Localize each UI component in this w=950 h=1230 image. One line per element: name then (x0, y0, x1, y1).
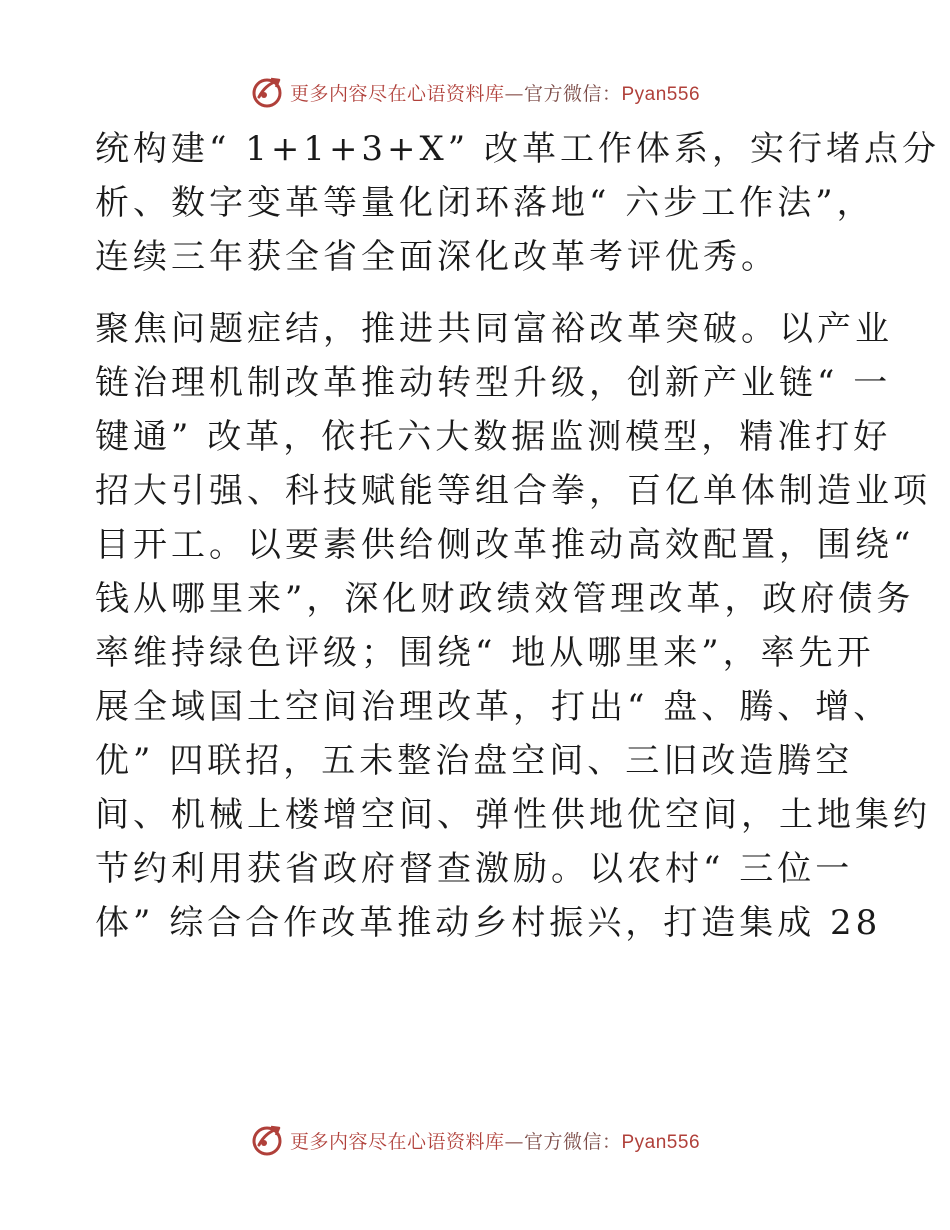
watermark-wechat-id: Pyan556 (621, 1131, 701, 1153)
text-line: 率维持绿色评级；围绕“ 地从哪里来”，率先开 (95, 633, 875, 673)
text-line: 间、机械上楼增空间、弹性供地优空间，土地集约 (95, 795, 931, 835)
footer-watermark (0, 1120, 950, 1160)
brand-logo-icon (250, 75, 284, 109)
watermark-lead: 更多内容尽在心语资料库 (289, 1130, 505, 1153)
text-line: 键通” 改革，依托六大数据监测模型，精准打好 (95, 417, 892, 457)
text-line: 链治理机制改革推动转型升级，创新产业链“ 一 (95, 363, 892, 403)
text-line: 统构建“ 1+1+3+X” 改革工作体系，实行堵点分 (95, 129, 940, 169)
paragraph-2 (95, 302, 931, 950)
watermark-text (290, 79, 700, 106)
watermark-wechat-label: 官方微信： (523, 1130, 622, 1153)
paragraph-1 (95, 122, 940, 284)
watermark-dash: — (504, 82, 524, 105)
brand-logo-icon (250, 1123, 284, 1157)
document-body (95, 122, 940, 950)
watermark-wechat-id: Pyan556 (621, 83, 701, 105)
text-line: 节约利用获省政府督查激励。以农村“ 三位一 (95, 849, 854, 889)
watermark-wechat-label: 官方微信： (523, 82, 622, 105)
text-line: 目开工。以要素供给侧改革推动高效配置，围绕“ (95, 525, 915, 565)
text-line: 展全域国土空间治理改革，打出“ 盘、腾、增、 (95, 687, 892, 727)
text-line: 析、数字变革等量化闭环落地“ 六步工作法”， (95, 183, 875, 223)
watermark-lead: 更多内容尽在心语资料库 (289, 82, 505, 105)
text-line: 连续三年获全省全面深化改革考评优秀。 (95, 237, 779, 277)
text-line: 招大引强、科技赋能等组合拳，百亿单体制造业项 (95, 471, 931, 511)
header-watermark (0, 72, 950, 112)
watermark-dash: — (504, 1130, 524, 1153)
text-line: 优” 四联招，五未整治盘空间、三旧改造腾空 (95, 741, 854, 781)
text-line: 体” 综合合作改革推动乡村振兴，打造集成 28 (95, 903, 882, 943)
watermark-text (290, 1127, 700, 1154)
text-line: 聚焦问题症结，推进共同富裕改革突破。以产业 (95, 309, 893, 349)
text-line: 钱从哪里来”，深化财政绩效管理改革，政府债务 (95, 579, 915, 619)
